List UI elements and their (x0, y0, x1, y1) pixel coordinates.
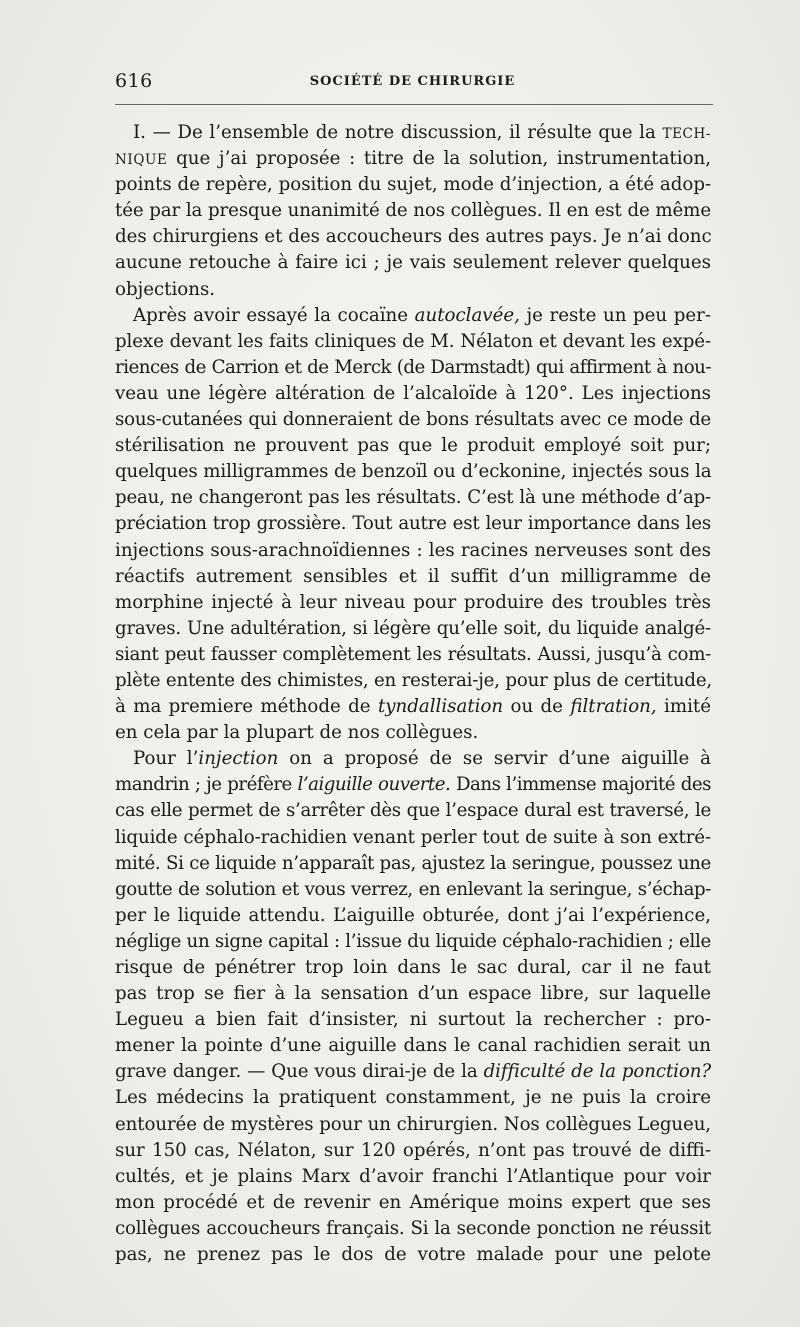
body-text (115, 120, 711, 1268)
text-line: sur 150 cas, Nélaton, sur 120 opérés, n’ont pas trouvé de diffi- (115, 1139, 711, 1161)
text-line: liquide céphalo-rachidien venant perler tout de suite à son extré- (115, 826, 711, 848)
text-line: préciation trop grossière. Tout autre est leur importance dans les (115, 513, 711, 535)
text-line: Après avoir essayé la cocaïne autoclavée, je reste un peu per- (133, 304, 712, 326)
text-line: Les médecins la pratiquent constamment, je ne puis la croire (115, 1087, 711, 1109)
text-line: plexe devant les faits cliniques de M. Nélaton et devant les expé- (115, 330, 711, 352)
text-line: pas, ne prenez pas le dos de votre malade pour une pelote (115, 1244, 711, 1266)
text-line: à ma premiere méthode de tyndallisation ou de filtration, imité (115, 696, 712, 718)
text-line: cultés, et je plains Marx d’avoir franchi l’Atlantique pour voir (115, 1165, 711, 1187)
text-line: mon procédé et de revenir en Amérique moins expert que ses (115, 1191, 711, 1213)
text-line: goutte de solution et vous verrez, en enlevant la seringue, s’échap- (115, 878, 711, 900)
text-line: stérilisation ne prouvent pas que le produit employé soit pur; (115, 435, 711, 457)
text-line: collègues accoucheurs français. Si la seconde ponction ne réussit (115, 1217, 711, 1239)
text-line: I. — De l’ensemble de notre discussion, il résulte que la TECH- (133, 122, 711, 143)
text-line: Legueu a bien fait d’insister, ni surtout la rechercher : pro- (115, 1009, 711, 1031)
text-line: peau, ne changeront pas les résultats. C’est là une méthode d’ap- (115, 487, 711, 509)
text-line: injections sous-arachnoïdiennes : les racines nerveuses sont des (115, 539, 711, 561)
text-line: quelques milligrammes de benzoïl ou d’eckonine, injectés sous la (115, 461, 712, 483)
text-line: néglige un signe capital : l’issue du liquide céphalo-rachidien ; elle (115, 930, 711, 952)
header-rule (115, 104, 713, 105)
text-line: des chirurgiens et des accoucheurs des autres pays. Je n’ai donc (115, 226, 712, 248)
text-line: cas elle permet de s’arrêter dès que l’espace dural est traversé, le (115, 800, 711, 822)
text-line: pas trop se fier à la sensation d’un espace libre, sur laquelle (115, 983, 711, 1005)
text-line: NIQUE que j’ai proposée : titre de la solution, instrumentation, (115, 148, 711, 170)
text-line: tée par la presque unanimité de nos collègues. Il en est de même (115, 200, 711, 222)
text-line: entourée de mystères pour un chirurgien. Nos collègues Legueu, (115, 1113, 711, 1135)
text-line: sous-cutanées qui donneraient de bons résultats avec ce mode de (115, 409, 711, 431)
text-line: veau une légère altération de l’alcaloïde à 120°. Les injections (115, 382, 711, 404)
text-line: risque de pénétrer trop loin dans le sac dural, car il ne faut (115, 957, 711, 978)
text-line: graves. Une adultération, si légère qu’elle soit, du liquide analgé- (115, 617, 711, 639)
page-number: 616 (115, 70, 153, 92)
text-line: mener la pointe d’une aiguille dans le canal rachidien serait un (115, 1035, 711, 1057)
text-line: Pour l’injection on a proposé de se servir d’une aiguille à (133, 748, 712, 770)
text-line: mité. Si ce liquide n’apparaît pas, ajustez la seringue, poussez une (115, 852, 711, 874)
text-line: riences de Carrion et de Merck (de Darmstadt) qui affirment à nou- (115, 356, 711, 378)
text-line: grave danger. — Que vous dirai-je de la difficulté de la ponction? (115, 1061, 711, 1083)
text-line: en cela par la plupart de nos collègues. (115, 722, 479, 744)
text-line: morphine injecté à leur niveau pour produire des troubles très (115, 591, 711, 613)
running-head (115, 70, 710, 94)
text-line: mandrin ; je préfère l’aiguille ouverte. Dans l’immense majorité des (115, 774, 711, 796)
text-line: plète entente des chimistes, en resterai-je, pour plus de certitude, (115, 669, 713, 691)
text-line: aucune retouche à faire ici ; je vais seulement relever quelques (115, 252, 711, 274)
text-line: réactifs autrement sensibles et il suffit d’un milligramme de (115, 565, 711, 587)
text-line: per le liquide attendu. L’aiguille obturée, dont j’ai l’expérience, (115, 904, 711, 926)
text-line: objections. (115, 278, 216, 300)
running-title: SOCIÉTÉ DE CHIRURGIE (309, 74, 516, 89)
text-line: siant peut fausser complètement les résultats. Aussi, jusqu’à com- (115, 643, 711, 665)
text-line: points de repère, position du sujet, mode d’injection, a été adop- (115, 174, 712, 196)
